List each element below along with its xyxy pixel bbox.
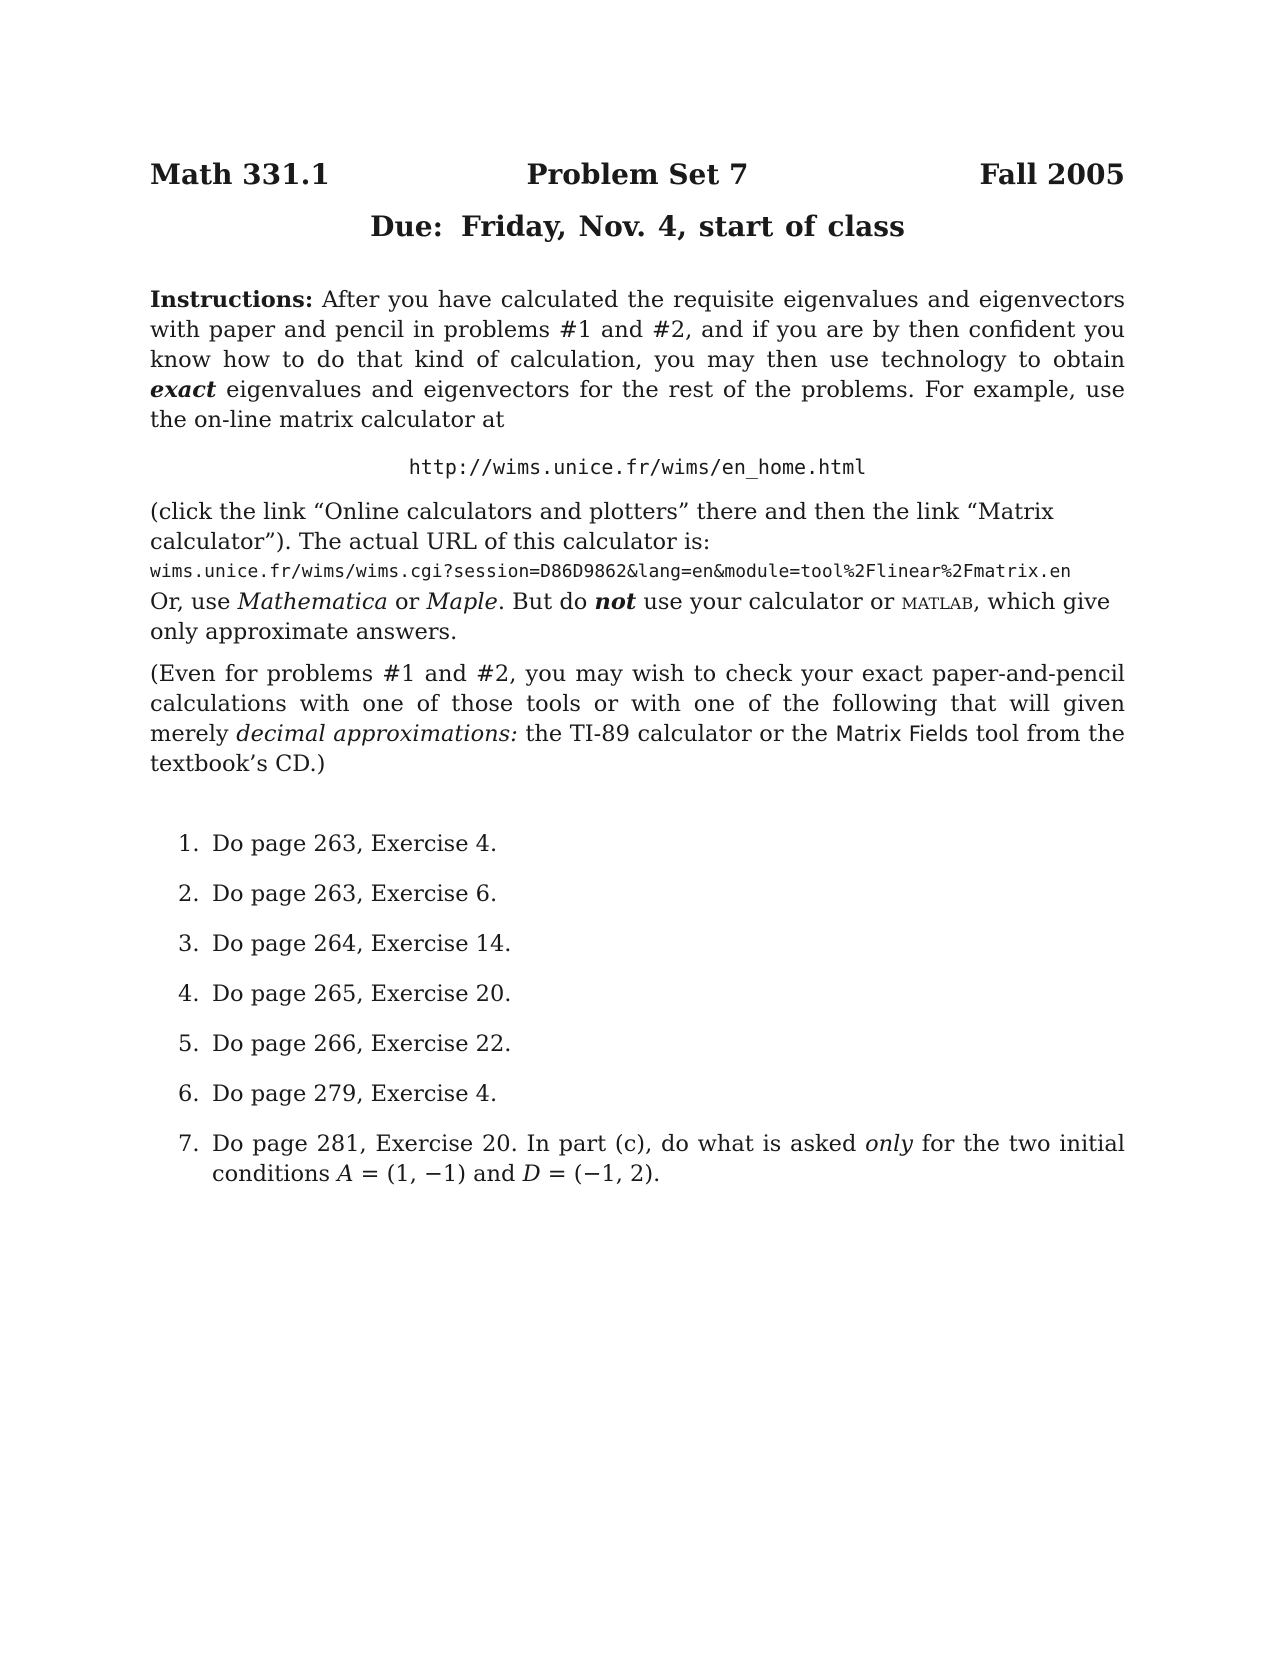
problem-number: 1. [178,831,200,857]
note-text-1: (Even for problems #1 and #2, you may wish to check your exact paper-and-pencil calculations with one of those tools or with one of the following that will given merely [150,661,1125,747]
problem-list [150,829,1125,1189]
problem-7-text-2: for the two initial conditions [212,1131,1125,1187]
problem-text: Do page 263, Exercise 6. [212,881,498,907]
list-item [150,1029,1125,1059]
course-number: Math 331.1 [150,158,330,191]
note-decimal-emphasis: decimal approximations: [236,721,518,747]
instructions-lead: Instructions: [150,287,314,313]
list-item [150,979,1125,1009]
instructions-emphasis-exact: exact [150,377,217,403]
list-item [150,829,1125,859]
due-date: Friday, Nov. 4, start of class [460,210,905,243]
problem-number: 4. [178,981,200,1007]
due-date-line [150,210,1125,243]
instructions-paragraph [150,285,1125,435]
list-item [150,1079,1125,1109]
mathematica-name: Mathematica [237,589,388,615]
problem-number: 3. [178,931,200,957]
problem-text: Do page 263, Exercise 4. [212,831,498,857]
only-emphasis: only [865,1131,914,1157]
instructions-text-1: After you have calculated the requisite eigenvalues and eigenvectors with paper and pencil in problems #1 and #2, and if you are by then confident you know how to do that kind of calculation, you may then use technology to obtain [150,287,1125,373]
home-url-link[interactable]: http://wims.unice.fr/wims/en_home.html [408,455,867,479]
condition-a: = (1, −1) and [353,1161,523,1187]
maple-name: Maple [426,589,498,615]
not-emphasis: not [594,589,637,615]
or-text: or [387,589,427,615]
use-calc-text: use your calculator or [636,589,902,615]
click-instructions: (click the link “Online calculators and plotters” there and then the link “Matrix calculator”). The actual URL of this calculator is: [150,499,1054,555]
note-paragraph [150,659,1125,779]
note-text-3: tool from the textbook’s CD.) [150,721,1125,777]
problem-number: 6. [178,1081,200,1107]
due-label: Due: [370,210,443,243]
problem-number: 2. [178,881,200,907]
approx-text: , which give only approximate answers. [150,589,1111,645]
list-item [150,879,1125,909]
term: Fall 2005 [979,158,1125,191]
matlab-name: matlab [901,589,974,615]
document-header [150,150,1125,198]
condition-d: = (−1, 2). [540,1161,661,1187]
list-item [150,1129,1125,1189]
problem-text: Do page 265, Exercise 20. [212,981,512,1007]
problem-7-text-1: Do page 281, Exercise 20. In part (c), do what is asked [212,1131,866,1157]
document-title: Problem Set 7 [526,158,749,191]
matrix-fields-tool-name: Matrix Fields [835,722,969,746]
problem-set-page [150,150,1125,1209]
instructions-text-2: eigenvalues and eigenvectors for the rest of the problems. For example, use the on-line matrix calculator at [150,377,1125,433]
list-item [150,929,1125,959]
or-use-text: Or, use [150,589,238,615]
problem-number: 7. [178,1131,200,1157]
problem-text: Do page 266, Exercise 22. [212,1031,512,1057]
calculator-url-link[interactable]: wims.unice.fr/wims/wims.cgi?session=D86D9862&lang=en&module=tool%2Flinear%2Fmatrix.en [150,561,1072,582]
note-text-2: the TI-89 calculator or the [517,721,836,747]
problem-number: 5. [178,1031,200,1057]
variable-d: D [522,1161,541,1187]
problem-text: Do page 279, Exercise 4. [212,1081,498,1107]
but-do-text: . But do [497,589,595,615]
problem-text: Do page 264, Exercise 14. [212,931,512,957]
variable-a: A [337,1161,354,1187]
software-paragraph [150,587,1125,647]
